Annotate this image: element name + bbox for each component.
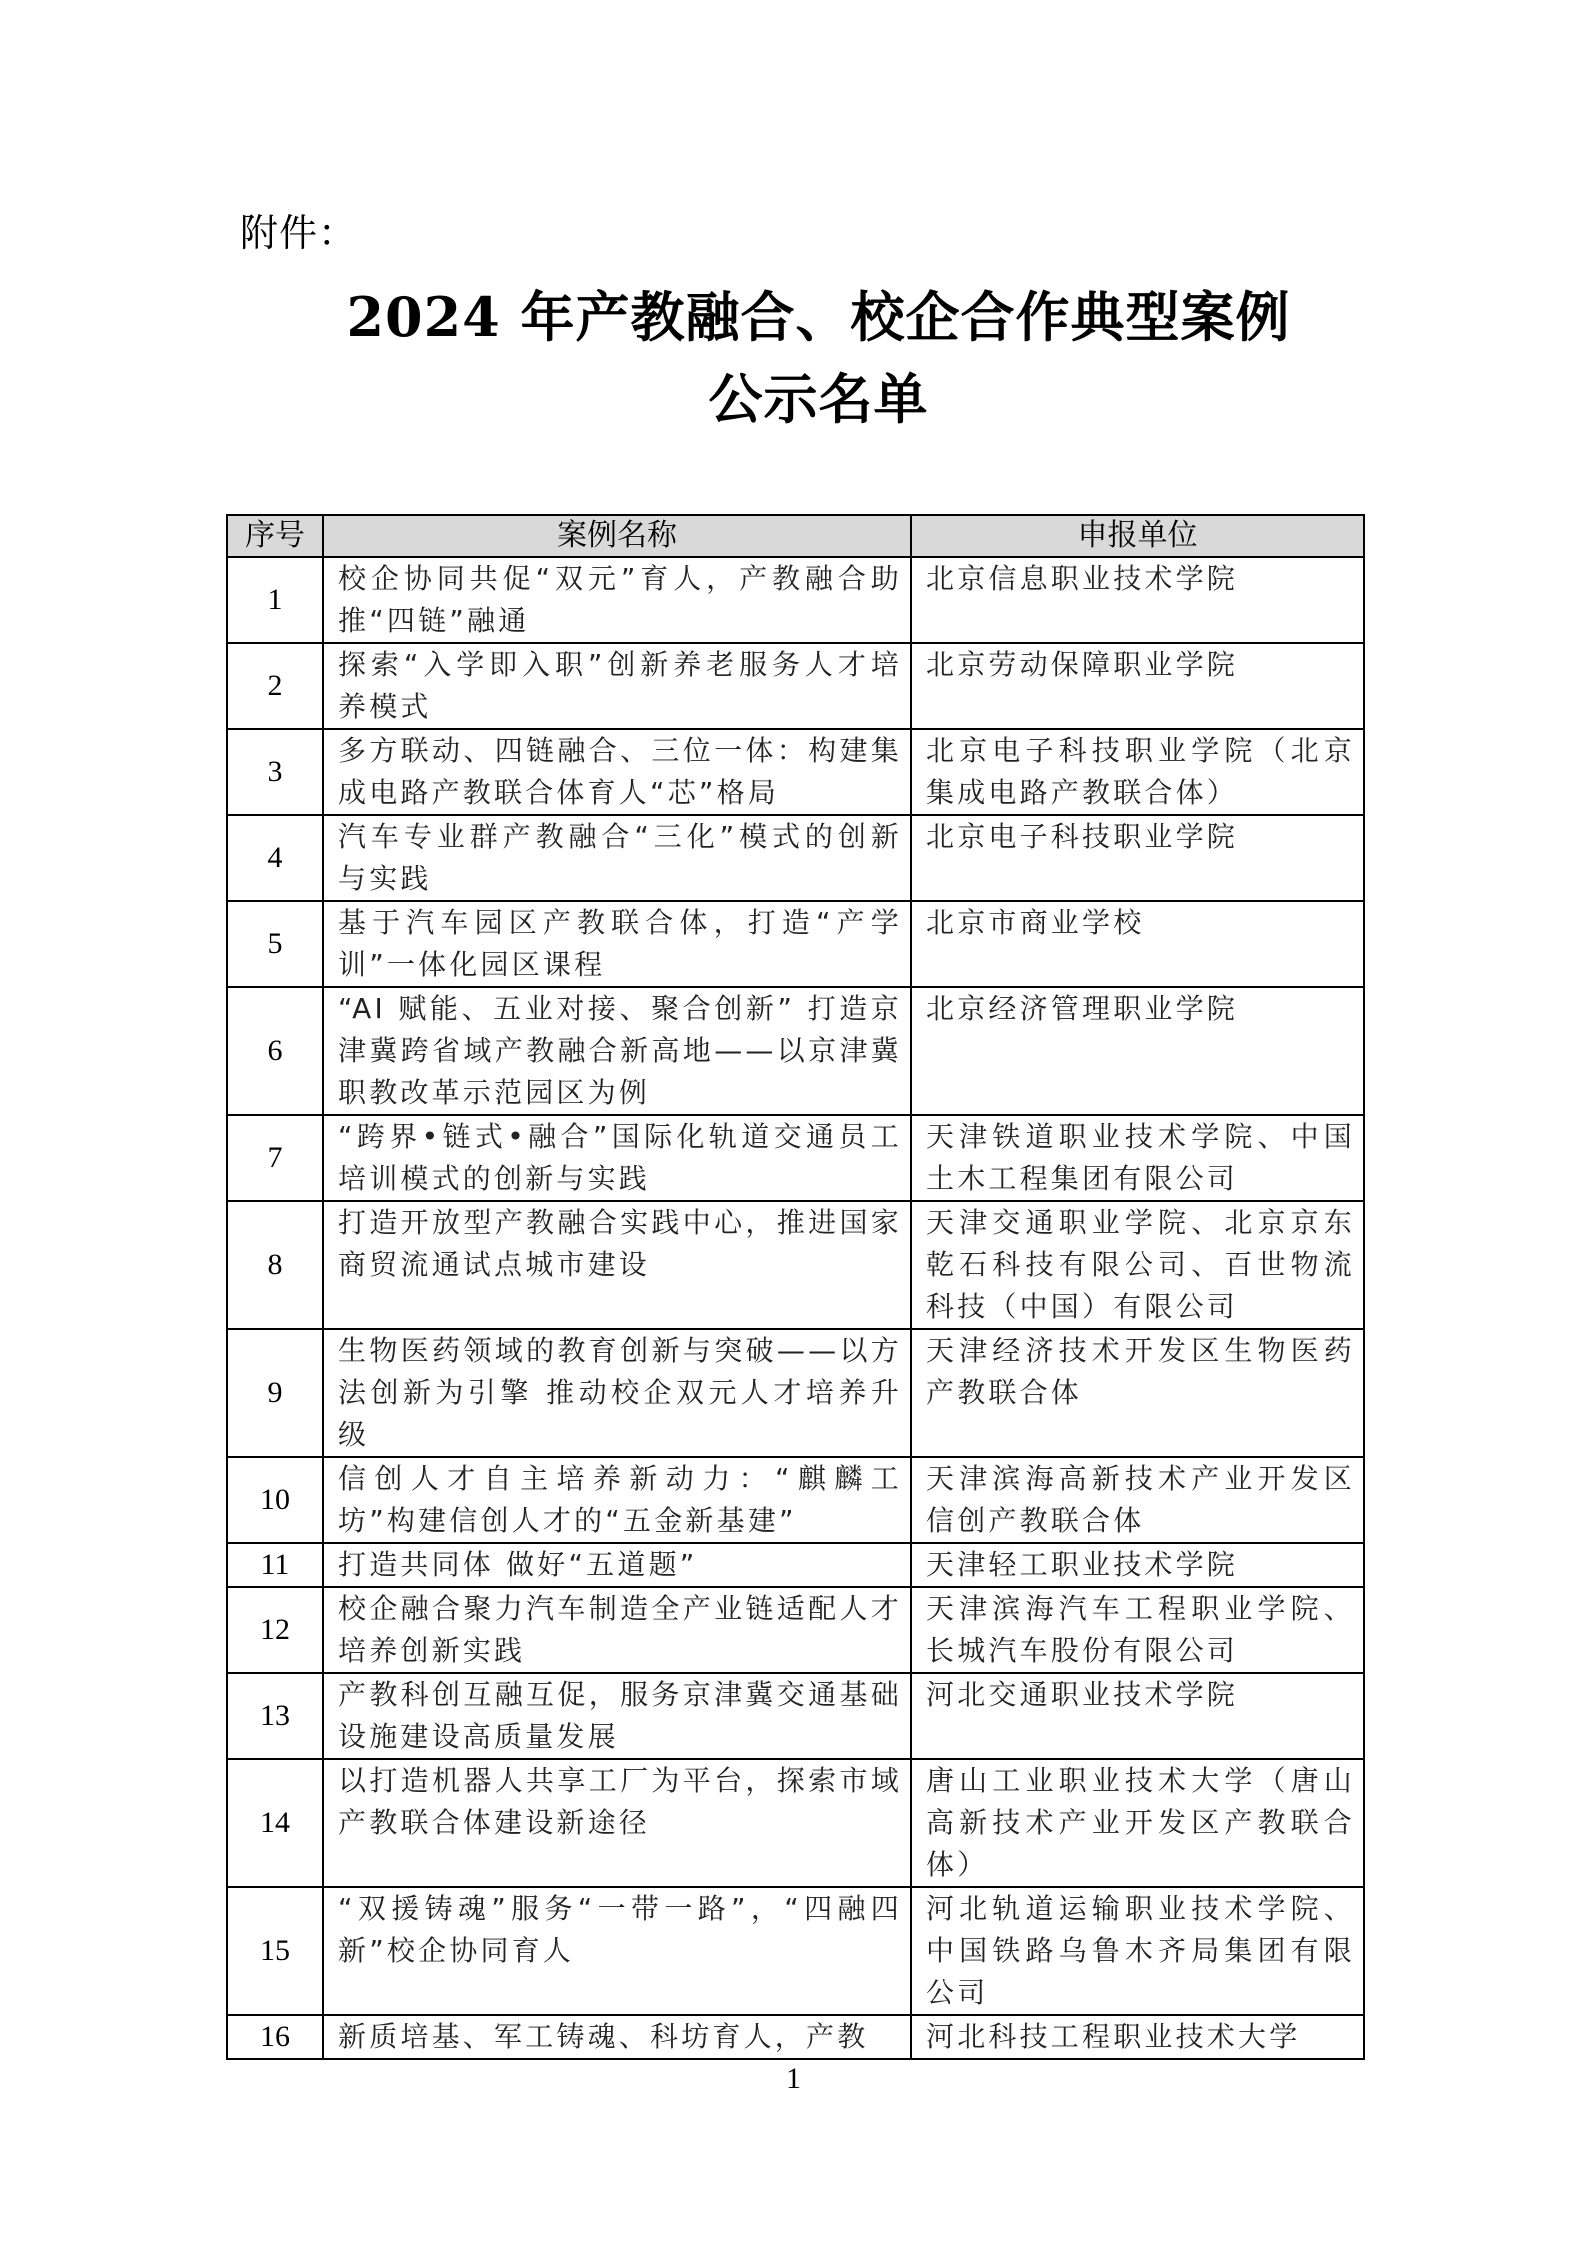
case-name: “AI 赋能、五业对接、聚合创新” 打造京津冀跨省域产教融合新高地——以京津冀职教改革示范园区为例: [323, 987, 911, 1115]
row-number: 16: [227, 2015, 323, 2059]
row-number: 14: [227, 1759, 323, 1887]
case-name: 探索“入学即入职”创新养老服务人才培养模式: [323, 643, 911, 729]
row-number: 12: [227, 1587, 323, 1673]
row-number: 6: [227, 987, 323, 1115]
table-row: [227, 1673, 1364, 1759]
table-row: [227, 1587, 1364, 1673]
page-number: 1: [786, 2062, 801, 2095]
table-row: [227, 2015, 1364, 2059]
row-number: 4: [227, 815, 323, 901]
row-number: 13: [227, 1673, 323, 1759]
applicant-unit: 北京信息职业技术学院: [911, 557, 1364, 643]
table-row: [227, 1759, 1364, 1887]
row-number: 1: [227, 557, 323, 643]
table-row: [227, 1201, 1364, 1329]
attachment-label: 附件：: [240, 211, 358, 255]
table-row: [227, 1329, 1364, 1457]
table-row: [227, 1543, 1364, 1587]
case-name: 校企融合聚力汽车制造全产业链适配人才培养创新实践: [323, 1587, 911, 1673]
case-name: 多方联动、四链融合、三位一体：构建集成电路产教联合体育人“芯”格局: [323, 729, 911, 815]
table-row: [227, 1115, 1364, 1201]
table-row: [227, 1457, 1364, 1543]
applicant-unit: 北京经济管理职业学院: [911, 987, 1364, 1115]
applicant-unit: 河北科技工程职业技术大学: [911, 2015, 1364, 2059]
case-name: 产教科创互融互促，服务京津冀交通基础设施建设高质量发展: [323, 1673, 911, 1759]
applicant-unit: 唐山工业职业技术大学（唐山高新技术产业开发区产教联合体）: [911, 1759, 1364, 1887]
row-number: 10: [227, 1457, 323, 1543]
row-number: 2: [227, 643, 323, 729]
applicant-unit: 河北交通职业技术学院: [911, 1673, 1364, 1759]
applicant-unit: 天津滨海汽车工程职业学院、长城汽车股份有限公司: [911, 1587, 1364, 1673]
applicant-unit: 天津交通职业学院、北京京东乾石科技有限公司、百世物流科技（中国）有限公司: [911, 1201, 1364, 1329]
table-row: [227, 643, 1364, 729]
row-number: 7: [227, 1115, 323, 1201]
document-title-line1: 2024 年产教融合、校企合作典型案例: [346, 285, 1291, 349]
row-number: 15: [227, 1887, 323, 2015]
applicant-unit: 北京电子科技职业学院（北京集成电路产教联合体）: [911, 729, 1364, 815]
case-name: “双援铸魂”服务“一带一路”，“四融四新”校企协同育人: [323, 1887, 911, 2015]
column-header-no: 序号: [227, 515, 323, 557]
case-name: 打造开放型产教融合实践中心，推进国家商贸流通试点城市建设: [323, 1201, 911, 1329]
case-name: 打造共同体 做好“五道题”: [323, 1543, 911, 1587]
applicant-unit: 北京劳动保障职业学院: [911, 643, 1364, 729]
applicant-unit: 天津轻工职业技术学院: [911, 1543, 1364, 1587]
case-list-table: [226, 514, 1365, 2060]
column-header-unit: 申报单位: [911, 515, 1364, 557]
case-name: 校企协同共促“双元”育人，产教融合助推“四链”融通: [323, 557, 911, 643]
document-title-line2: 公示名单: [708, 367, 929, 431]
case-name: 汽车专业群产教融合“三化”模式的创新与实践: [323, 815, 911, 901]
row-number: 3: [227, 729, 323, 815]
table-row: [227, 815, 1364, 901]
table-row: [227, 557, 1364, 643]
case-name: “跨界•链式•融合”国际化轨道交通员工培训模式的创新与实践: [323, 1115, 911, 1201]
applicant-unit: 天津经济技术开发区生物医药产教联合体: [911, 1329, 1364, 1457]
row-number: 9: [227, 1329, 323, 1457]
row-number: 5: [227, 901, 323, 987]
row-number: 11: [227, 1543, 323, 1587]
table-row: [227, 1887, 1364, 2015]
row-number: 8: [227, 1201, 323, 1329]
column-header-name: 案例名称: [323, 515, 911, 557]
applicant-unit: 河北轨道运输职业技术学院、中国铁路乌鲁木齐局集团有限公司: [911, 1887, 1364, 2015]
case-name: 生物医药领域的教育创新与突破——以方法创新为引擎 推动校企双元人才培养升级: [323, 1329, 911, 1457]
case-name: 基于汽车园区产教联合体，打造“产学训”一体化园区课程: [323, 901, 911, 987]
table-row: [227, 729, 1364, 815]
table-row: [227, 901, 1364, 987]
case-name: 新质培基、军工铸魂、科坊育人，产教: [323, 2015, 911, 2059]
case-name: 以打造机器人共享工厂为平台，探索市域产教联合体建设新途径: [323, 1759, 911, 1887]
applicant-unit: 天津滨海高新技术产业开发区信创产教联合体: [911, 1457, 1364, 1543]
case-name: 信创人才自主培养新动力：“麒麟工坊”构建信创人才的“五金新基建”: [323, 1457, 911, 1543]
table-header-row: [227, 515, 1364, 557]
table-row: [227, 987, 1364, 1115]
applicant-unit: 北京市商业学校: [911, 901, 1364, 987]
applicant-unit: 北京电子科技职业学院: [911, 815, 1364, 901]
applicant-unit: 天津铁道职业技术学院、中国土木工程集团有限公司: [911, 1115, 1364, 1201]
